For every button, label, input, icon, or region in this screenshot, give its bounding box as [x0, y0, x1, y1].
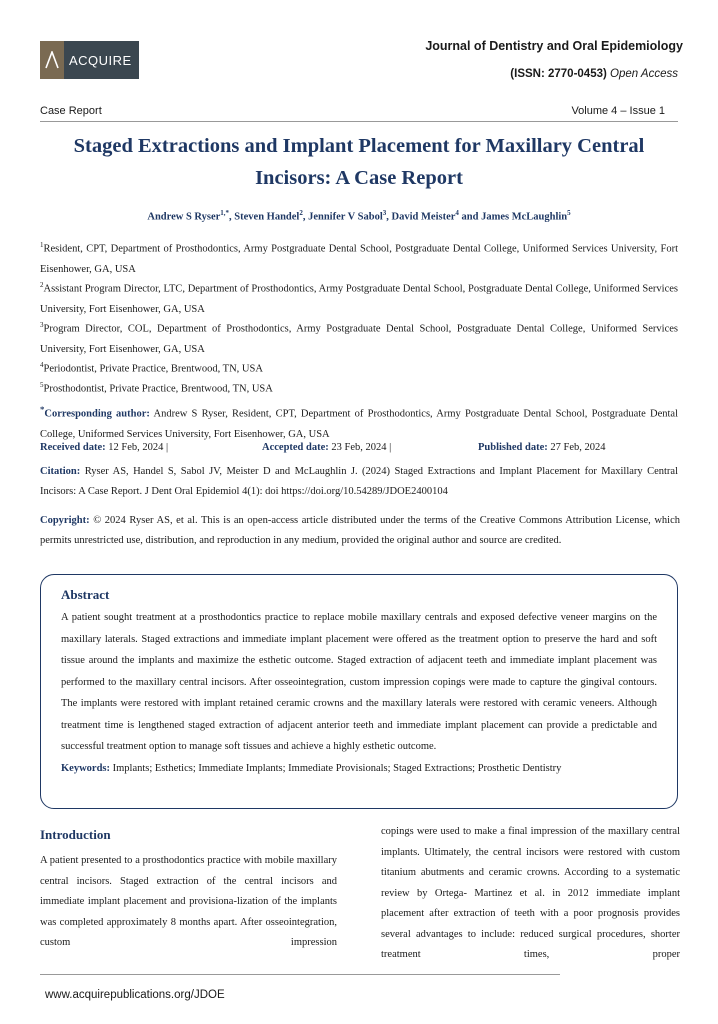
affiliation-sup: 1: [40, 241, 44, 249]
author-list: Andrew S Ryser$^{1,*}$, Steven Handel$^2$, Jennifer V Sabol$^3$, David Meister$^4$ and James McLaughlin$^5$: [147, 209, 571, 223]
author-sup: 3: [382, 209, 387, 217]
keywords: [61, 758, 657, 780]
keywords-label: Keywords:: [61, 762, 110, 774]
copyright-label: Copyright:: [40, 515, 90, 526]
author-sup: 1,*: [220, 209, 230, 217]
author-name: Jennifer V Sabol: [308, 211, 383, 223]
author-name: Steven Handel: [234, 211, 300, 223]
open-access-label: Open Access: [610, 68, 678, 80]
affiliation-sup: 3: [40, 321, 44, 329]
article-title: [40, 130, 678, 194]
affiliation-text: Resident, CPT, Department of Prosthodontics, Army Postgraduate Dental School, Postgraduate Dental College, Uniformed Services University, Fort Eisenhower, GA, USA: [40, 243, 678, 275]
copyright-text: © 2024 Ryser AS, et al. This is an open-access article distributed under the terms of the Creative Commons Attribution License, which permits unrestricted use, distribution, and reproduction in any medium, provided the original author and source are credited.: [40, 515, 681, 546]
abstract-box: [40, 574, 678, 809]
affiliation-text: Assistant Program Director, LTC, Department of Prosthodontics, Army Postgraduate Dental School, Postgraduate Dental College, Uniformed Services University, Fort Eisenhower, GA, USA: [40, 283, 678, 315]
corresponding-author: [40, 399, 678, 445]
author-sup: 4: [455, 209, 459, 217]
article-title-line-1: Staged Extractions and Implant Placement for Maxillary Central: [73, 135, 645, 157]
issn-line: [510, 68, 678, 80]
introduction-left-column: A patient presented to a prosthodontics practice with mobile maxillary central incisors. Staged extraction of the central incisors and immediate implant placement and provisiona-lization of the implants was completed approximately 8 months apart. After osseointegration, custom impression: [40, 855, 337, 948]
article-type: Case Report: [40, 105, 102, 117]
received-date: [40, 442, 168, 453]
keywords-text: Implants; Esthetics; Immediate Implants; Immediate Provisionals; Staged Extractions; Prosthetic Dentistry: [112, 762, 562, 774]
affiliation: [40, 275, 678, 320]
published-date: [478, 442, 605, 453]
volume-issue: Volume 4 – Issue 1: [571, 105, 665, 117]
article-title-line-2: Incisors: A Case Report: [255, 167, 463, 189]
corresponding-label: Corresponding author:: [44, 408, 150, 420]
corresponding-sup: *: [40, 404, 45, 414]
affiliation-sup: 5: [40, 381, 44, 389]
author-sup: 2: [299, 209, 303, 217]
journal-name: Journal of Dentistry and Oral Epidemiology: [425, 39, 683, 53]
accepted-label: Accepted date:: [262, 442, 329, 453]
article-dates: [40, 442, 680, 462]
received-value: 12 Feb, 2024 |: [108, 442, 169, 453]
copyright: [40, 511, 680, 551]
citation-label: Citation:: [40, 466, 81, 477]
published-label: Published date:: [478, 442, 548, 453]
author-name: Andrew S Ryser: [147, 211, 221, 223]
affiliation-sup: 2: [40, 281, 44, 289]
author-name: David Meister: [391, 211, 456, 223]
affiliation-sup: 4: [40, 361, 44, 369]
affiliation: [40, 375, 678, 400]
affiliation-text: Program Director, COL, Department of Prosthodontics, Army Postgraduate Dental School, Postgraduate Dental College, Uniformed Services University, Fort Eisenhower, GA, USA: [40, 323, 678, 355]
accepted-value: 23 Feb, 2024 |: [331, 442, 392, 453]
publisher-logo: [40, 41, 139, 79]
abstract-text: A patient sought treatment at a prosthodontics practice to replace mobile maxillary centrals and exposed defective veneer margins on the maxillary laterals. Staged extractions and immediate implant placement were offered as the treatment option to preserve the hard and soft tissue around the implants and maximize the esthetic outcome. Staged extraction of adjacent teeth and immediate implant placement was performed to the maxillary central incisors. After osseointegration, custom impression copings were made to capture the gingival contours. The implants were restored with implant retained ceramic crowns and the maxillary laterals were restored with ceramic veneers. Although treatment time is lengthened staged extraction of adjacent anterior teeth and immediate implant placement can provide a predictable and successful treatment option to manage soft tissues and achieve a highly esthetic outcome.: [61, 612, 657, 752]
affiliation: [40, 315, 678, 360]
received-label: Received date:: [40, 442, 106, 453]
author-sup: 5: [567, 209, 571, 217]
citation-text: Ryser AS, Handel S, Sabol JV, Meister D and McLaughlin J. (2024) Staged Extractions and Implant Placement for Maxillary Central Incisors: A Case Report. J Dent Oral Epidemiol 4(1): doi https://doi.org/10.54289/JDOE2400104: [40, 466, 678, 497]
introduction-right-column: copings were used to make a final impression of the maxillary central implants. Ultimately, the central incisors were restored with custom titanium abutments and ceramic crowns. According to a systematic review by Ortega- Martinez et al. in 2012 immediate implant placement after extraction of teeth with a poor prognosis provides several advantages to include: reduced surgical procedures, shorter treatment times, proper: [381, 826, 680, 960]
logo-text: ACQUIRE: [69, 52, 132, 68]
accepted-date: [262, 442, 391, 453]
abstract-title: Abstract: [61, 587, 110, 602]
corresponding-text: Andrew S Ryser, Resident, CPT, Department of Prosthodontics, Army Postgraduate Dental School, Postgraduate Dental College, Uniformed Services University, Fort Eisenhower, GA, USA: [40, 408, 678, 440]
affiliation: [40, 235, 678, 280]
affiliation-text: Periodontist, Private Practice, Brentwood, TN, USA: [43, 363, 263, 375]
author-name: James McLaughlin: [481, 211, 568, 223]
footer-divider: [40, 974, 560, 975]
header-divider: [40, 121, 678, 122]
logo-lambda-icon: [40, 41, 64, 79]
published-value: 27 Feb, 2024: [550, 442, 606, 453]
affiliation-text: Prosthodontist, Private Practice, Brentwood, TN, USA: [43, 383, 273, 395]
issn-number: (ISSN: 2770-0453): [510, 68, 607, 80]
citation: [40, 462, 678, 502]
footer-url[interactable]: www.acquirepublications.org/JDOE: [45, 989, 225, 1001]
introduction-heading: Introduction: [40, 827, 111, 842]
